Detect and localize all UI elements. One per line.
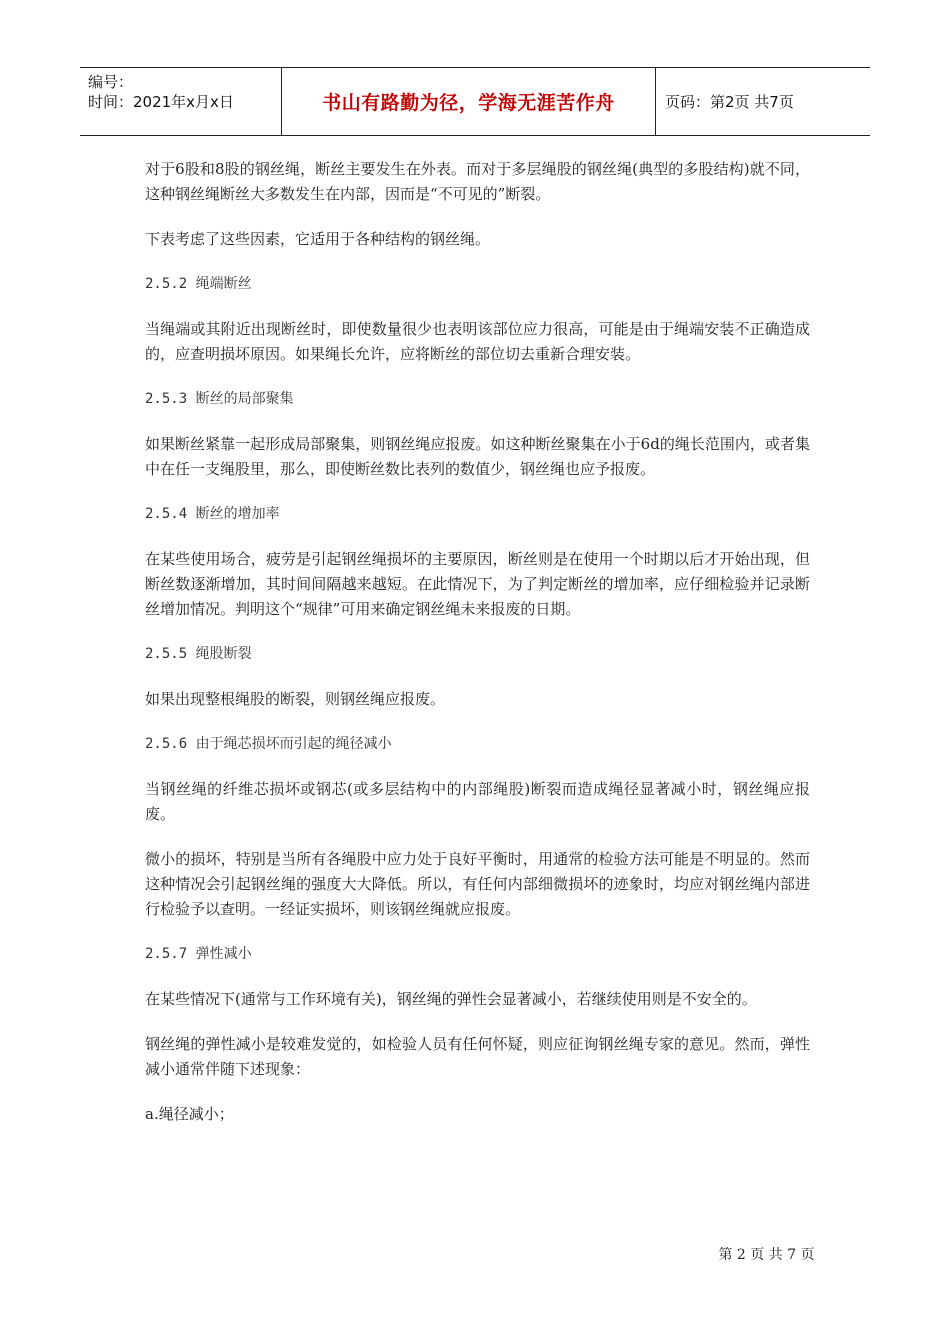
section-heading: 2.5.5 绳股断裂 xyxy=(145,646,252,662)
section-heading: 2.5.3 断丝的局部聚集 xyxy=(145,391,294,407)
header-divider xyxy=(655,68,656,135)
paragraph: 如果断丝紧靠一起形成局部聚集，则钢丝绳应报废。如这种断丝聚集在小于6d的绳长范围内，或者集中在任一支绳股里，那么，即使断丝数比表列的数值少，钢丝绳也应予报废。 xyxy=(145,435,810,478)
section-heading: 2.5.6 由于绳芯损坏而引起的绳径减小 xyxy=(145,736,392,752)
paragraph: 当绳端或其附近出现断丝时，即使数量很少也表明该部位应力很高，可能是由于绳端安装不正确造成的，应查明损坏原因。如果绳长允许，应将断丝的部位切去重新合理安装。 xyxy=(145,320,810,363)
list-item: a.绳径减小； xyxy=(145,1105,234,1123)
header-page-label: 页码：第2页 共7页 xyxy=(665,93,794,111)
paragraph: 对于6股和8股的钢丝绳，断丝主要发生在外表。而对于多层绳股的钢丝绳(典型的多股结构)就不同，这种钢丝绳断丝大多数发生在内部，因而是“不可见的”断裂。 xyxy=(145,160,810,203)
footer-page-number: 第 2 页 共 7 页 xyxy=(718,1247,815,1263)
number-label: 编号： xyxy=(88,73,134,91)
paragraph: 下表考虑了这些因素，它适用于各种结构的钢丝绳。 xyxy=(145,230,491,248)
paragraph: 在某些使用场合，疲劳是引起钢丝绳损坏的主要原因，断丝则是在使用一个时期以后才开始出现，但断丝数逐渐增加，其时间间隔越来越短。在此情况下，为了判定断丝的增加率，应仔细检验并记录断丝增加情况。判明这个“规律”可用来确定钢丝绳未来报废的日期。 xyxy=(145,550,810,618)
header-meta xyxy=(88,72,234,112)
page-header xyxy=(80,67,870,136)
paragraph: 当钢丝绳的纤维芯损坏或钢芯(或多层结构中的内部绳股)断裂而造成绳径显著减小时，钢丝绳应报废。 xyxy=(145,780,810,823)
paragraph: 在某些情况下(通常与工作环境有关)，钢丝绳的弹性会显著减小，若继续使用则是不安全的。 xyxy=(145,990,757,1008)
date-label: 时间：2021年x月x日 xyxy=(88,93,234,111)
document-body xyxy=(145,157,810,1147)
section-heading: 2.5.2 绳端断丝 xyxy=(145,276,252,292)
section-heading: 2.5.7 弹性减小 xyxy=(145,946,252,962)
page-footer xyxy=(0,1244,950,1264)
header-motto: 书山有路勤为径，学海无涯苦作舟 xyxy=(322,92,615,114)
paragraph: 如果出现整根绳股的断裂，则钢丝绳应报废。 xyxy=(145,690,446,708)
paragraph: 微小的损坏，特别是当所有各绳股中应力处于良好平衡时，用通常的检验方法可能是不明显的。然而这种情况会引起钢丝绳的强度大大降低。所以，有任何内部细微损坏的迹象时，均应对钢丝绳内部进行检验予以查明。一经证实损坏，则该钢丝绳就应报废。 xyxy=(145,850,810,918)
section-heading: 2.5.4 断丝的增加率 xyxy=(145,506,280,522)
paragraph: 钢丝绳的弹性减小是较难发觉的，如检验人员有任何怀疑，则应征询钢丝绳专家的意见。然而，弹性减小通常伴随下述现象： xyxy=(145,1035,810,1078)
